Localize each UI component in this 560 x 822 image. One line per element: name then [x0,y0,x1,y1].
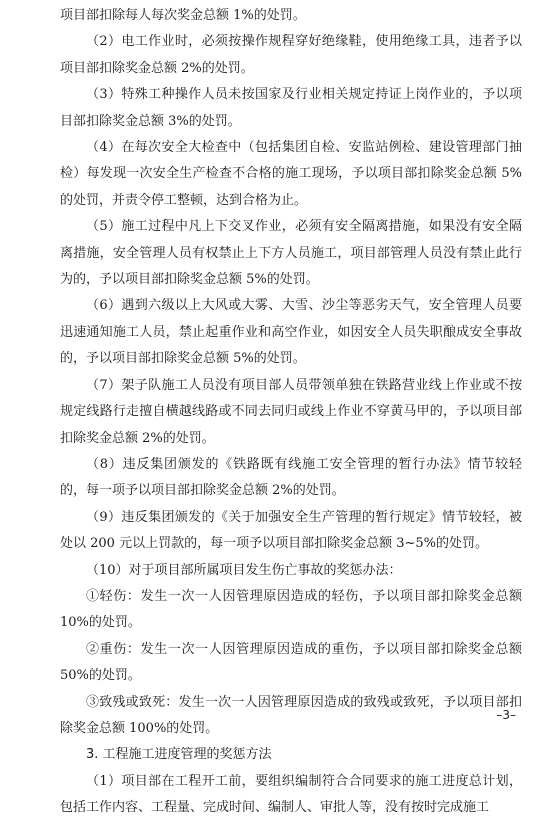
paragraph-item-5: （5）施工过程中凡上下交叉作业，必须有安全隔离措施，如果没有安全隔离措施，安全管理人员有权禁止上下方人员施工，项目部管理人员没有禁止此行为的，予以项目部扣除奖金总额 5%的处罚。 [60,219,522,288]
section-heading: 3. 工程施工进度管理的奖惩方法 [86,747,272,763]
document-body [60,0,522,822]
paragraph-continuation: 项目部扣除每人每次奖金总额 1%的处罚。 [60,8,306,23]
paragraph-item-9: （9）违反集团颁发的《关于加强安全生产管理的暂行规定》情节较轻，被处以 200 元以上罚款的，每一项予以项目部扣除奖金总额 3~5%的处罚。 [60,509,522,552]
paragraph-item-8: （8）违反集团颁发的《铁路既有线施工安全管理的暂行办法》情节较轻的，每一项予以项目部扣除奖金总额 2%的处罚。 [60,456,522,499]
paragraph-item-2: （2）电工作业时，必须按操作规程穿好绝缘鞋，使用绝缘工具，违者予以项目部扣除奖金总额 2%的处罚。 [60,34,522,76]
paragraph-item-3: （3）特殊工种操作人员未按国家及行业相关规定持证上岗作业的，予以项目部扣除奖金总额 3%的处罚。 [60,87,522,129]
paragraph-item-4: （4）在每次安全大检查中（包括集团自检、安监站例检、建设管理部门抽检）每发现一次安全生产检查不合格的施工现场，予以项目部扣除奖金总额 5%的处罚，并责令停工整顿，达到合格为止。 [60,140,522,208]
paragraph-disability-death: ③致残或致死：发生一次一人因管理原因造成的致残或致死，予以项目部扣除奖金总额 100%的处罚。 [60,694,522,736]
paragraph-minor-injury: ①轻伤：发生一次一人因管理原因造成的轻伤，予以项目部扣除奖金总额 10%的处罚。 [60,588,522,631]
paragraph-schedule-1: （1）项目部在工程开工前，要组织编制符合合同要求的施工进度总计划，包括工作内容、工程量、完成时间、编制人、审批人等，没有按时完成施工 [60,773,522,816]
page-number: –3– [496,708,516,722]
paragraph-item-6: （6）遇到六级以上大风或大雾、大雪、沙尘等恶劣天气，安全管理人员要迅速通知施工人员，禁止起重作业和高空作业，如因安全人员失职酿成安全事故的，予以项目部扣除奖金总额 5%的处罚。 [60,298,522,367]
paragraph-item-7: （7）架子队施工人员没有项目部人员带领单独在铁路营业线上作业或不按规定线路行走擅自横越线路或不同去同归或线上作业不穿黄马甲的，予以项目部扣除奖金总额 2%的处罚。 [60,377,522,446]
paragraph-serious-injury: ②重伤：发生一次一人因管理原因造成的重伤，予以项目部扣除奖金总额 50%的处罚。 [60,641,522,684]
paragraph-item-10: （10）对于项目部所属项目发生伤亡事故的奖惩办法： [86,562,402,578]
